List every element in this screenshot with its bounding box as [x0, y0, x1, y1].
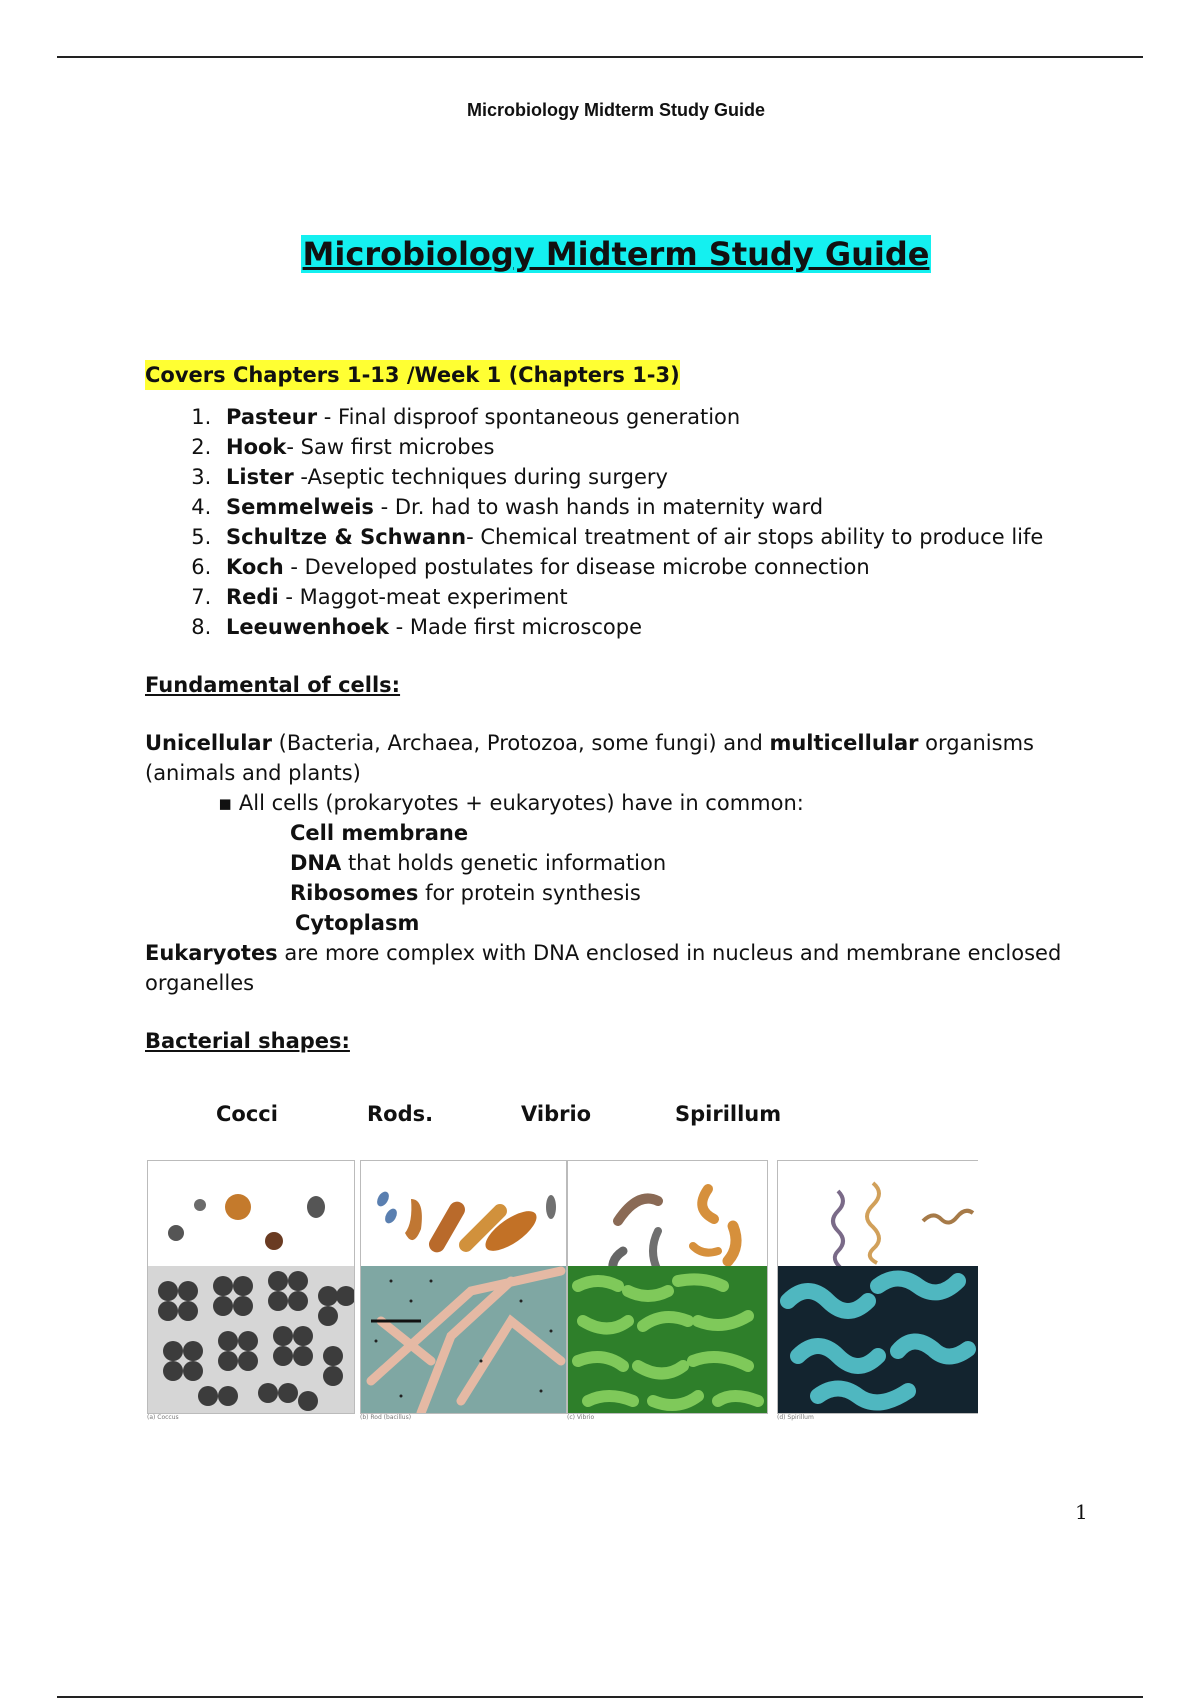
page-title [0, 235, 1200, 273]
shapes-heading: Bacterial shapes: [145, 1029, 350, 1053]
eukaryotes-paragraph: Eukaryotes are more complex with DNA enclosed in nucleus and membrane enclosed organelles [145, 941, 1062, 995]
common-item: Cell membrane [290, 821, 469, 845]
list-item: 5. Schultze & Schwann- Chemical treatment of air stops ability to produce life [218, 522, 1090, 552]
cells-heading: Fundamental of cells: [145, 673, 401, 697]
vibrio-image [567, 1160, 768, 1414]
shape-label-cocci: Cocci [216, 1102, 278, 1126]
header-rule [57, 56, 1143, 58]
list-item: 7. Redi - Maggot-meat experiment [218, 582, 1090, 612]
page-number: 1 [1075, 1500, 1088, 1524]
shape-label-spirillum: Spirillum [675, 1102, 782, 1126]
shape-label-rods: Rods. [367, 1102, 434, 1126]
common-item: Ribosomes for protein synthesis [290, 881, 641, 905]
list-item: 6. Koch - Developed postulates for disease microbe connection [218, 552, 1090, 582]
common-item: Cytoplasm [295, 911, 420, 935]
list-item: 2. Hook- Saw first microbes [218, 432, 1090, 462]
running-header: Microbiology Midterm Study Guide [466, 100, 765, 120]
bacterial-shapes-figure [147, 1160, 982, 1414]
list-item: 3. Lister -Aseptic techniques during surgery [218, 462, 1090, 492]
list-item: 1. Pasteur - Final disproof spontaneous generation [218, 402, 1090, 432]
caption-vibrio: (c) Vibrio [567, 1414, 595, 1421]
common-bullet: ▪ All cells (prokaryotes + eukaryotes) have in common: [218, 791, 804, 815]
cells-paragraph: Unicellular (Bacteria, Archaea, Protozoa, some fungi) and multicellular organisms (animals and plants) [145, 731, 1034, 785]
chapter-note: Covers Chapters 1-13 /Week 1 (Chapters 1-3) [145, 360, 680, 390]
list-item: 8. Leeuwenhoek - Made first microscope [218, 612, 1090, 642]
document-body [145, 360, 1090, 1056]
shape-label-vibrio: Vibrio [521, 1102, 592, 1126]
scientist-list [145, 402, 1090, 642]
common-item: DNA that holds genetic information [290, 851, 667, 875]
footer-rule [57, 1696, 1143, 1698]
list-item: 4. Semmelweis - Dr. had to wash hands in maternity ward [218, 492, 1090, 522]
cocci-image [147, 1160, 355, 1414]
rods-image [360, 1160, 567, 1414]
caption-rods: (b) Rod (bacillus) [360, 1414, 412, 1421]
caption-cocci: (a) Coccus [147, 1414, 179, 1421]
caption-spirillum: (d) Spirillum [777, 1414, 814, 1421]
spirillum-image [777, 1160, 978, 1414]
page-title-text: Microbiology Midterm Study Guide [302, 235, 930, 273]
